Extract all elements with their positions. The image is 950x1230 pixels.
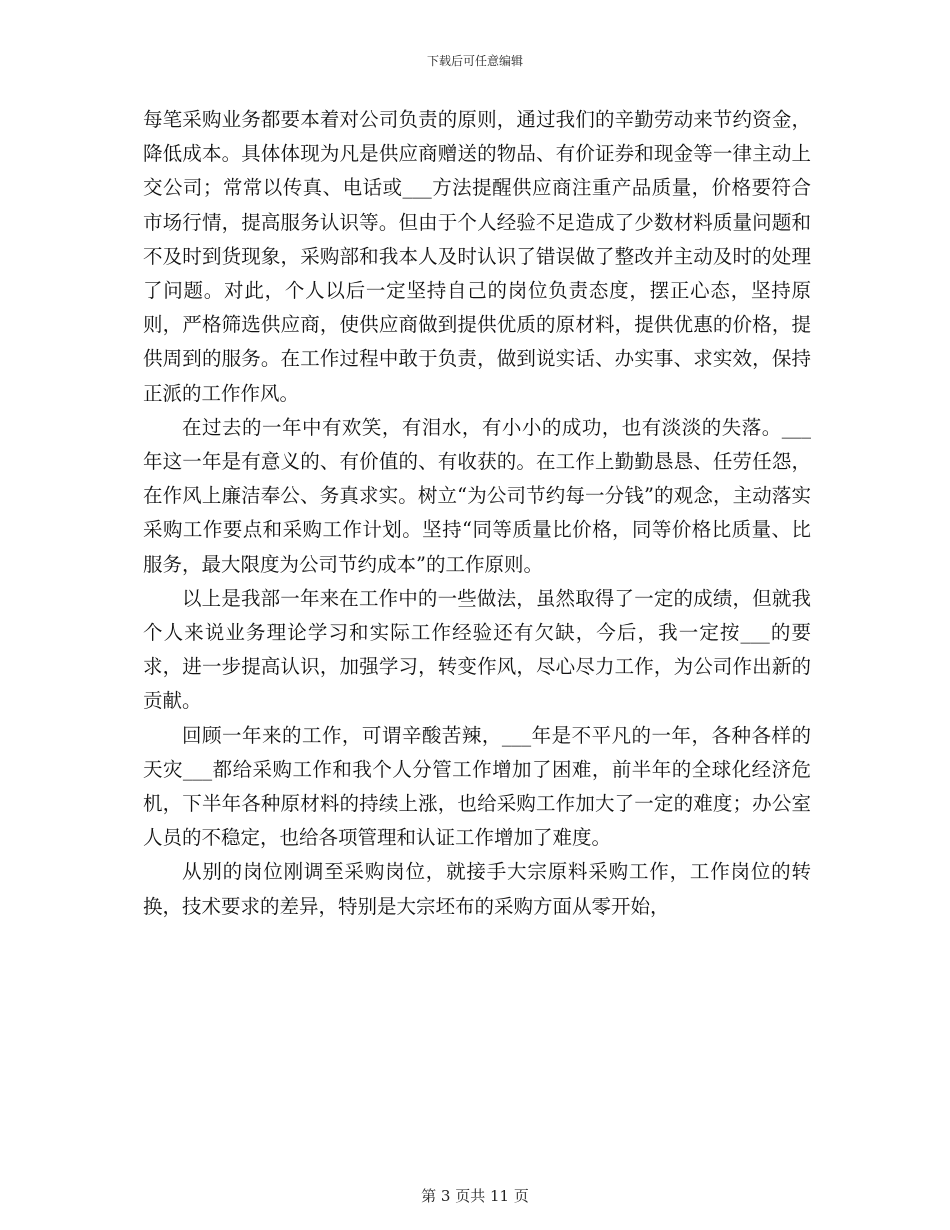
page-header: 下载后可任意编辑: [426, 54, 523, 68]
page-number-footer: 第 3 页共 11 页: [421, 1187, 529, 1205]
document-body: [143, 103, 811, 924]
paragraph-2: 在过去的一年中有欢笑，有泪水，有小小的成功，也有淡淡的失落。___年这一年是有意义的、有价值的、有收获的。在工作上勤勤恳恳、任劳任怨，在作风上廉洁奉公、务真求实。树立“为公司节约每一分钱”的观念，主动落实采购工作要点和采购工作计划。坚持“同等质量比价格，同等价格比质量、比服务，最大限度为公司节约成本”的工作原则。: [143, 415, 811, 576]
paragraph-4: 回顾一年来的工作，可谓辛酸苦辣，___年是不平凡的一年，各种各样的天灾___都给采购工作和我个人分管工作增加了困难，前半年的全球化经济危机，下半年各种原材料的持续上涨，也给采购工作加大了一定的难度；办公室人员的不稳定，也给各项管理和认证工作增加了难度。: [143, 723, 811, 850]
paragraph-5: 从别的岗位刚调至采购岗位，就接手大宗原料采购工作，工作岗位的转换，技术要求的差异，特别是大宗坯布的采购方面从零开始，: [143, 860, 811, 918]
paragraph-1: 每笔采购业务都要本着对公司负责的原则，通过我们的辛勤劳动来节约资金，降低成本。具体体现为凡是供应商赠送的物品、有价证券和现金等一律主动上交公司；常常以传真、电话或___方法提醒供应商注重产品质量，价格要符合市场行情，提高服务认识等。但由于个人经验不足造成了少数材料质量问题和不及时到货现象，采购部和我本人及时认识了错误做了整改并主动及时的处理了问题。对此，个人以后一定坚持自己的岗位负责态度，摆正心态，坚持原则，严格筛选供应商，使供应商做到提供优质的原材料，提供优惠的价格，提供周到的服务。在工作过程中敢于负责，做到说实话、办实事、求实效，保持正派的工作作风。: [143, 108, 811, 405]
paragraph-3: 以上是我部一年来在工作中的一些做法，虽然取得了一定的成绩，但就我个人来说业务理论学习和实际工作经验还有欠缺，今后，我一定按___的要求，进一步提高认识，加强学习，转变作风，尽心尽力工作，为公司作出新的贡献。: [143, 586, 811, 713]
